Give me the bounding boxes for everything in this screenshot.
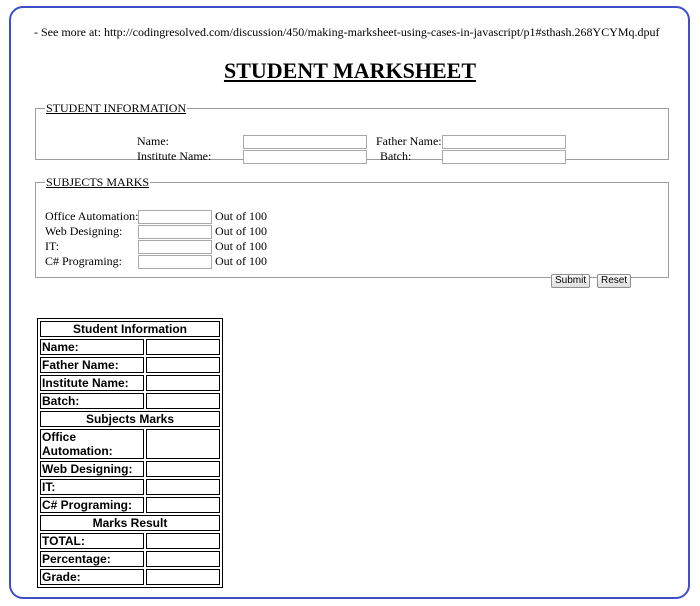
row-value-total xyxy=(146,533,220,549)
csharp-programing-label: C# Programing: xyxy=(45,254,122,268)
name-label: Name: xyxy=(137,134,169,148)
table-row xyxy=(40,429,220,459)
source-link-note: - See more at: http://codingresolved.com/discussion/450/making-marksheet-using-cases-in-javascript/p1#sthash.268YCYMq.dpuf xyxy=(34,25,660,39)
row-value-web-designing xyxy=(146,461,220,477)
father-name-label: Father Name: xyxy=(376,134,442,148)
row-label-name: Name: xyxy=(40,339,144,355)
subjects-marks-legend: SUBJECTS MARKS xyxy=(46,175,150,189)
row-label-total: TOTAL: xyxy=(40,533,144,549)
csharp-programing-input[interactable] xyxy=(138,255,212,269)
it-input[interactable] xyxy=(138,240,212,254)
table-row xyxy=(40,393,220,409)
table-row xyxy=(40,479,220,495)
student-information-header: Student Information xyxy=(40,321,220,337)
submit-button[interactable]: Submit xyxy=(551,274,590,288)
row-value-batch xyxy=(146,393,220,409)
row-label-batch: Batch: xyxy=(40,393,144,409)
batch-label: Batch: xyxy=(380,149,412,163)
marks-result-header: Marks Result xyxy=(40,515,220,531)
subjects-marks-fieldset xyxy=(35,175,669,278)
row-value-grade xyxy=(146,569,220,585)
office-automation-out-of: Out of 100 xyxy=(215,209,267,223)
batch-input[interactable] xyxy=(442,150,566,164)
row-label-grade: Grade: xyxy=(40,569,144,585)
table-row xyxy=(40,339,220,355)
marksheet-result-table xyxy=(37,318,223,588)
page-title: STUDENT MARKSHEET xyxy=(223,58,477,83)
table-row xyxy=(40,497,220,513)
row-value-it xyxy=(146,479,220,495)
row-value-office-automation xyxy=(146,429,220,459)
row-value-csharp-programing xyxy=(146,497,220,513)
table-row xyxy=(40,569,220,585)
row-value-name xyxy=(146,339,220,355)
web-designing-out-of: Out of 100 xyxy=(215,224,267,238)
table-row xyxy=(40,461,220,477)
father-name-input[interactable] xyxy=(442,135,566,149)
name-input[interactable] xyxy=(243,135,367,149)
row-label-percentage: Percentage: xyxy=(40,551,144,567)
institute-name-label: Institute Name: xyxy=(137,149,212,163)
office-automation-input[interactable] xyxy=(138,210,212,224)
row-value-institute-name xyxy=(146,375,220,391)
web-designing-input[interactable] xyxy=(138,225,212,239)
table-row xyxy=(40,375,220,391)
row-label-csharp-programing: C# Programing: xyxy=(40,497,144,513)
student-information-fieldset xyxy=(35,101,669,163)
row-label-office-automation: Office Automation: xyxy=(40,429,144,459)
reset-button[interactable]: Reset xyxy=(597,274,631,288)
student-information-legend: STUDENT INFORMATION xyxy=(46,101,187,115)
row-label-institute-name: Institute Name: xyxy=(40,375,144,391)
office-automation-label: Office Automation: xyxy=(45,209,139,223)
table-section-header xyxy=(40,411,220,427)
row-label-it: IT: xyxy=(40,479,144,495)
table-row xyxy=(40,551,220,567)
table-section-header xyxy=(40,515,220,531)
row-value-percentage xyxy=(146,551,220,567)
institute-name-input[interactable] xyxy=(243,150,367,164)
it-out-of: Out of 100 xyxy=(215,239,267,253)
table-section-header xyxy=(40,321,220,337)
web-designing-label: Web Designing: xyxy=(45,224,123,238)
table-row xyxy=(40,533,220,549)
it-label: IT: xyxy=(45,239,60,253)
csharp-programing-out-of: Out of 100 xyxy=(215,254,267,268)
table-row xyxy=(40,357,220,373)
row-label-father-name: Father Name: xyxy=(40,357,144,373)
row-value-father-name xyxy=(146,357,220,373)
row-label-web-designing: Web Designing: xyxy=(40,461,144,477)
subjects-marks-header: Subjects Marks xyxy=(40,411,220,427)
